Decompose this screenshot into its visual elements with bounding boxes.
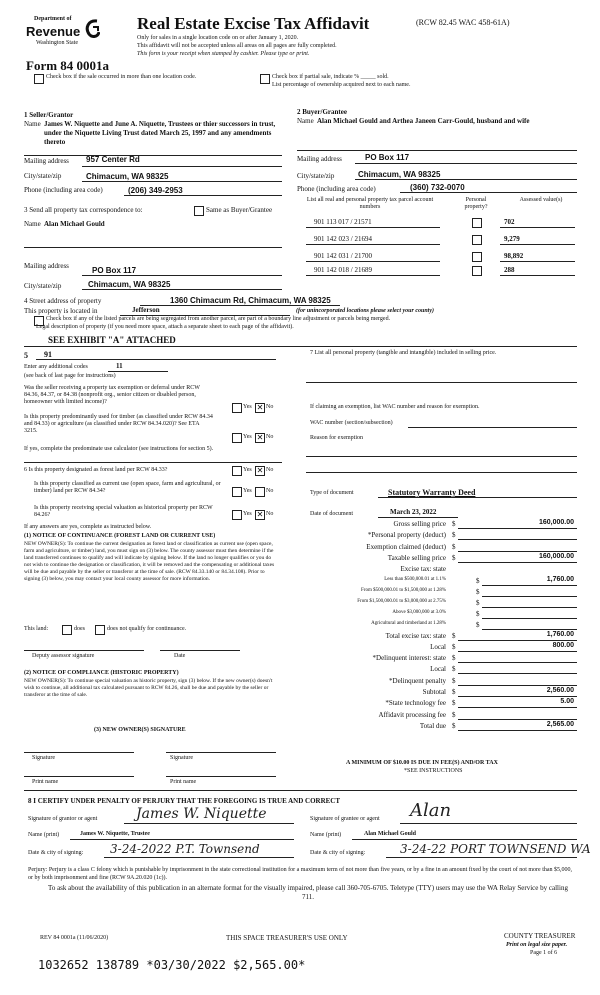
assessed-value[interactable]: 702 — [504, 218, 515, 226]
logo-mark-icon — [84, 18, 100, 40]
parcel-number[interactable]: 901 142 018 / 21689 — [314, 266, 372, 274]
street-label: 4 Street address of property — [24, 297, 102, 305]
see-instructions-note: *SEE INSTRUCTIONS — [404, 768, 463, 774]
assessed-value[interactable]: 288 — [504, 266, 515, 274]
personal-property-checkbox[interactable] — [472, 252, 482, 262]
deputy-signature-label: Deputy assessor signature — [32, 653, 95, 659]
exemption-heading: If claiming an exemption, list WAC number and reason for exemption. — [310, 404, 480, 410]
tax-row-label: Agricultural and timberland at 1.28% — [371, 620, 446, 626]
q1-no-checkbox[interactable]: ✕ — [256, 403, 264, 412]
buyer-phone[interactable]: (360) 732-0070 — [410, 183, 465, 192]
legal-description-label: Legal description of property (if you need more space, attach a separate sheet to each page of the affidavit). — [36, 324, 294, 330]
dollar-sign: $ — [452, 631, 456, 640]
grantor-signature[interactable]: James W. Niquette — [136, 806, 267, 822]
seller-city-label: City/state/zip — [24, 172, 62, 180]
header-note-3: This form is your receipt when stamped by cashier. Please type or print. — [137, 51, 310, 57]
deputy-date-label: Date — [174, 653, 186, 659]
tax-corr-city-label: City/state/zip — [24, 282, 62, 290]
q2-yes-checkbox[interactable] — [232, 433, 242, 443]
multi-location-label: Check box if the sale occurred in more than one location code. — [46, 74, 197, 80]
tax-corr-city[interactable]: Chimacum, WA 98325 — [88, 280, 171, 289]
tax-row-label: Less than $500,000.01 at 1.1% — [384, 576, 446, 582]
personal-property-checkbox[interactable] — [472, 218, 482, 228]
grantor-name[interactable]: James W. Niquette, Trustee — [80, 831, 150, 837]
buyer-city-label: City/state/zip — [297, 172, 335, 180]
tax-row-label: From $1,500,000.01 to $3,000,000 at 2.75% — [357, 598, 446, 604]
tax-row-label: Total due — [419, 721, 446, 730]
dollar-sign: $ — [452, 542, 456, 551]
seller-name[interactable]: James W. Niquette and June A. Niquette, Trustees or thier successors in trust, under the Niquette Living Trust dated March 25, 1997 and any amendments thereto — [44, 120, 276, 146]
page-number: Page 1 of 6 — [530, 950, 558, 956]
grantor-signature-label: Signature of grantor or agent — [28, 816, 98, 822]
tax-row-value[interactable]: 160,000.00 — [538, 519, 574, 526]
seller-mail-label: Mailing address — [24, 157, 69, 165]
parcel-number[interactable]: 901 142 023 / 21694 — [314, 235, 372, 243]
seller-name-label: Name — [24, 120, 41, 128]
if-any-note: If any answers are yes, complete as instructed below. — [24, 524, 152, 530]
tax-row-label: *Personal property (deduct) — [367, 531, 446, 540]
no-label: No — [266, 467, 274, 473]
tax-corr-name[interactable]: Alan Michael Gould — [44, 220, 105, 228]
county[interactable]: Jefferson — [132, 306, 160, 314]
tax-row-label: Above $3,000,000 at 3.0% — [392, 609, 446, 615]
tax-row-label: Subtotal — [422, 688, 446, 696]
doc-type-label: Type of document — [310, 490, 354, 496]
historic-no-checkbox[interactable]: ✕ — [256, 510, 264, 519]
yes-label: Yes — [243, 434, 252, 440]
exhibit-note: SEE EXHIBIT "A" ATTACHED — [48, 335, 176, 345]
form-revision: REV 84 0001a (11/06/2020) — [40, 935, 109, 941]
buyer-name[interactable]: Alan Michael Gould and Arthea Janeen Carr-Gould, husband and wife — [317, 117, 530, 125]
see-back-note: (see back of last page for instructions) — [24, 373, 116, 379]
logo-line1: Department of — [34, 16, 72, 22]
dollar-sign: $ — [476, 609, 480, 618]
print-name-label: Print name — [170, 779, 197, 785]
same-as-buyer-checkbox[interactable] — [194, 206, 204, 216]
notice1-body: NEW OWNER(S): To continue the current designation as forest land or classification as current use (open space, farm and agriculture, or timber) land, you must sign on (3) below. The county assessor must then determine if the land transferred continues to qualify and will indicate by signing below. If the land no longer qualifies or you do not wish to continue the designation or classification, it will be removed and the compensating or additional taxes will be due and payable by the seller or transferor at the time of sale. (RCW 84.33.140 or 84.34.108). Prior to signing (3) below, you may contact your local county assessor for more information. — [24, 541, 275, 582]
predominate-use-note: If yes, complete the predominate use calculator (see instructions for section 5). — [24, 446, 214, 452]
tax-row-value[interactable]: 1,760.00 — [546, 630, 574, 638]
form-number: Form 84 0001a — [26, 58, 110, 73]
tax-row-label: *Delinquent penalty — [389, 676, 446, 685]
dollar-sign: $ — [476, 576, 480, 585]
signature-label: Signature — [170, 755, 193, 761]
receipt-stamp: 1032652 138789 *03/30/2022 $2,565.00* — [38, 958, 306, 972]
form-rcw: (RCW 82.45 WAC 458-61A) — [416, 18, 510, 27]
forest-no-checkbox[interactable]: ✕ — [256, 466, 264, 475]
grantor-date-label: Date & city of signing: — [28, 850, 84, 856]
buyer-city[interactable]: Chimacum, WA 98325 — [358, 170, 441, 179]
yes-label: Yes — [243, 404, 252, 410]
tax-row-label: Affidavit processing fee — [378, 710, 446, 719]
grantee-name-label: Name (print) — [310, 832, 342, 838]
doc-date[interactable]: March 23, 2022 — [390, 508, 437, 516]
tax-row-label: Total excise tax: state — [385, 631, 446, 640]
buyer-heading: 2 Buyer/Grantee — [297, 108, 347, 116]
current-use-question: Is this property classified as current use (open space, farm and agricultural, or timber) land per RCW 84.34? — [34, 481, 221, 494]
alternate-format-note: To ask about the availability of this publication in an alternate format for the visually impaired, please call 360-705-6705. Teletype (TTY) users may use the WA Relay Service by calling 711. — [48, 884, 568, 901]
buyer-mail-label: Mailing address — [297, 155, 342, 163]
ownership-note: List percentage of ownership acquired next to each name. — [272, 82, 411, 88]
seller-mail[interactable]: 957 Center Rd — [86, 155, 140, 164]
tax-row-label: Gross selling price — [393, 520, 446, 528]
assessed-col-header: Assessed value(s) — [519, 197, 563, 203]
current-use-yes-checkbox[interactable] — [232, 487, 242, 497]
signature-label: Signature — [32, 755, 55, 761]
tax-row-label: *State technology fee — [385, 699, 446, 708]
q2-no-checkbox[interactable]: ✕ — [256, 433, 264, 442]
does-checkbox[interactable] — [62, 625, 72, 635]
tax-row-label: Local — [430, 642, 446, 651]
tax-row-label: *Delinquent interest: state — [372, 654, 446, 663]
dollar-sign: $ — [452, 699, 456, 708]
grantee-name[interactable]: Alan Michael Gould — [364, 831, 417, 837]
located-label: This property is located in — [24, 307, 98, 315]
notice2-body: NEW OWNER(S): To continue special valuation as historic property, sign (3) below. If the new owner(s) doesn't wish to continue, all additional tax calculated pursuant to RCW 84.26, shall be due and payable by the seller or transferor at the time of sale. — [24, 678, 273, 698]
wac-label: WAC number (section/subsection) — [310, 420, 393, 426]
historic-yes-checkbox[interactable] — [232, 510, 242, 520]
tax-row-label: Taxable selling price — [387, 553, 446, 562]
dollar-sign: $ — [476, 587, 480, 596]
tax-corr-mail[interactable]: PO Box 117 — [92, 266, 137, 275]
personal-property-heading: 7 List all personal property (tangible and intangible) included in selling price. — [310, 350, 497, 356]
personal-col-header: Personal property? — [464, 197, 488, 210]
tax-row-label: From $500,000.01 to $1,500,000 at 1.28% — [361, 587, 446, 593]
grantor-name-label: Name (print) — [28, 832, 60, 838]
tax-corr-name-label: Name — [24, 220, 41, 228]
buyer-phone-label: Phone (including area code) — [297, 185, 376, 193]
grantor-date-city[interactable]: 3-24-2022 P.T. Townsend — [110, 842, 260, 856]
notice2-title: (2) NOTICE OF COMPLIANCE (HISTORIC PROPERTY) — [24, 670, 179, 676]
grantee-signature[interactable]: Alan — [410, 800, 452, 821]
reason-label: Reason for exemption — [310, 435, 363, 441]
forest-question: 6 Is this property designated as forest land per RCW 84.33? — [24, 467, 168, 473]
dollar-sign: $ — [452, 710, 456, 719]
grantee-date-label: Date & city of signing: — [310, 850, 366, 856]
yes-label: Yes — [243, 488, 252, 494]
dollar-sign: $ — [476, 598, 480, 607]
seller-phone-label: Phone (including area code) — [24, 186, 103, 194]
tax-row-label: Local — [430, 665, 446, 674]
exemption-question: Was the seller receiving a property tax exemption or deferral under RCW 84.36, 84.37, or 84.38 (nonprofit org., senior citizen or disabled person, homeowner with limited income)? — [24, 385, 200, 405]
section5-code[interactable]: 91 — [44, 350, 52, 359]
parcel-number[interactable]: 901 113 017 / 21571 — [314, 218, 372, 226]
tax-row-value[interactable]: 1,760.00 — [546, 575, 574, 583]
dollar-sign: $ — [452, 531, 456, 540]
dollar-sign: $ — [452, 676, 456, 685]
legal-paper-note: Print on legal size paper. — [506, 942, 568, 948]
does-not-checkbox[interactable] — [95, 625, 105, 635]
tax-corr-heading: 3 Send all property tax correspondence to: — [24, 206, 143, 214]
tax-corr-mail-label: Mailing address — [24, 262, 69, 270]
no-label: No — [266, 434, 274, 440]
notice1-title: (1) NOTICE OF CONTINUANCE (FOREST LAND OR CURRENT USE) — [24, 533, 216, 539]
dollar-sign: $ — [452, 688, 456, 696]
this-land-label: This land: — [24, 626, 49, 632]
doc-date-label: Date of document — [310, 511, 353, 517]
seller-phone[interactable]: (206) 349-2953 — [128, 186, 183, 195]
notice3-title: (3) NEW OWNER(S) SIGNATURE — [94, 727, 186, 733]
dollar-sign: $ — [452, 665, 456, 674]
print-name-label: Print name — [32, 779, 59, 785]
timber-question: Is this property predominantly used for timber (as classified under RCW 84.34 and 84.33) or agriculture (as classified under RCW 84.34.020)? See ETA 3215. — [24, 414, 213, 434]
segregated-label: Check box if any of the listed parcels are being segregated from another parcel, are part of a boundary line adjustment or parcels being merged. — [46, 316, 391, 322]
street-address[interactable]: 1360 Chimacum Rd, Chimacum, WA 98325 — [170, 296, 331, 305]
buyer-mail[interactable]: PO Box 117 — [365, 153, 410, 162]
tax-row-value[interactable]: 2,565.00 — [546, 720, 574, 728]
seller-heading: 1 Seller/Grantor — [24, 111, 74, 119]
header-note-1: Only for sales in a single location code on or after January 1, 2020. — [137, 35, 299, 41]
additional-codes-label: Enter any additional codes — [24, 364, 88, 370]
historic-question: Is this property receiving special valuation as historical property per RCW 84.26? — [34, 505, 213, 518]
additional-codes[interactable]: 11 — [116, 362, 123, 370]
form-title: Real Estate Excise Tax Affidavit — [137, 14, 370, 33]
logo-line2: Revenue — [26, 24, 81, 39]
yes-label: Yes — [243, 467, 252, 473]
header-note-2: This affidavit will not be accepted unless all areas on all pages are fully completed. — [137, 43, 337, 49]
tax-row-value[interactable]: 2,560.00 — [546, 687, 574, 694]
seller-city[interactable]: Chimacum, WA 98325 — [86, 172, 169, 181]
assessed-value[interactable]: 98,892 — [504, 252, 524, 260]
doc-type[interactable]: Statutory Warranty Deed — [388, 488, 476, 497]
dor-logo — [22, 14, 102, 50]
yes-label: Yes — [243, 511, 252, 517]
forest-yes-checkbox[interactable] — [232, 466, 242, 476]
multi-location-checkbox[interactable] — [34, 74, 44, 84]
dollar-sign: $ — [452, 553, 456, 562]
minimum-due-note: A MINIMUM OF $10.00 IS DUE IN FEE(S) AND/OR TAX — [346, 760, 498, 766]
grantee-signature-label: Signature of grantee or agent — [310, 816, 380, 822]
parcel-col-header: List all real and personal property tax parcel account numbers — [306, 197, 434, 210]
partial-sale-label: Check box if partial sale, indicate % _____ sold. — [272, 74, 389, 80]
treasurer-use-note: THIS SPACE TREASURER'S USE ONLY — [226, 934, 348, 942]
q1-yes-checkbox[interactable] — [232, 403, 242, 413]
logo-line3: Washington State — [36, 40, 79, 46]
certify-heading: 8 I CERTIFY UNDER PENALTY OF PERJURY THAT THE FOREGOING IS TRUE AND CORRECT — [28, 797, 341, 805]
dollar-sign: $ — [452, 654, 456, 663]
section5-num: 5 — [24, 351, 28, 360]
tax-row-value[interactable]: 5.00 — [560, 698, 574, 706]
tax-row-value[interactable]: 160,000.00 — [538, 552, 574, 560]
tax-row-value[interactable]: 800.00 — [552, 641, 574, 649]
parcel-number[interactable]: 901 142 031 / 21700 — [314, 252, 372, 260]
dollar-sign: $ — [452, 642, 456, 651]
does-label: does — [74, 626, 85, 632]
does-not-label: does not qualify for continuance. — [107, 626, 187, 632]
dollar-sign: $ — [452, 520, 456, 528]
personal-property-checkbox[interactable] — [472, 235, 482, 245]
grantee-date-city[interactable]: 3-24-22 PORT TOWNSEND WA — [400, 842, 591, 856]
current-use-no-checkbox[interactable] — [255, 487, 265, 497]
dollar-sign: $ — [452, 721, 456, 730]
buyer-name-label: Name — [297, 117, 314, 125]
no-label: No — [266, 511, 274, 517]
tax-row-label: Exemption claimed (deduct) — [366, 542, 446, 551]
tax-row-label: Excise tax: state — [400, 565, 446, 574]
assessed-value[interactable]: 9,279 — [504, 235, 520, 243]
personal-property-checkbox[interactable] — [472, 266, 482, 276]
county-treasurer: COUNTY TREASURER — [504, 932, 576, 940]
same-as-buyer-label: Same as Buyer/Grantee — [206, 206, 273, 214]
dollar-sign: $ — [476, 620, 480, 629]
no-label: No — [266, 488, 274, 494]
no-label: No — [266, 404, 274, 410]
perjury-notice: Perjury: Perjury is a class C felony which is punishable by imprisonment in the state correctional institution for a maximum term of not more than five years, or by a fine in an amount fixed by the court of not more than $5,000, or by both imprisonment and fine (RCW 9A.20.020 (1c)). — [28, 867, 573, 881]
unincorporated-note: (for unincorporated locations please select your county) — [296, 308, 434, 314]
partial-sale-checkbox[interactable] — [260, 74, 270, 84]
